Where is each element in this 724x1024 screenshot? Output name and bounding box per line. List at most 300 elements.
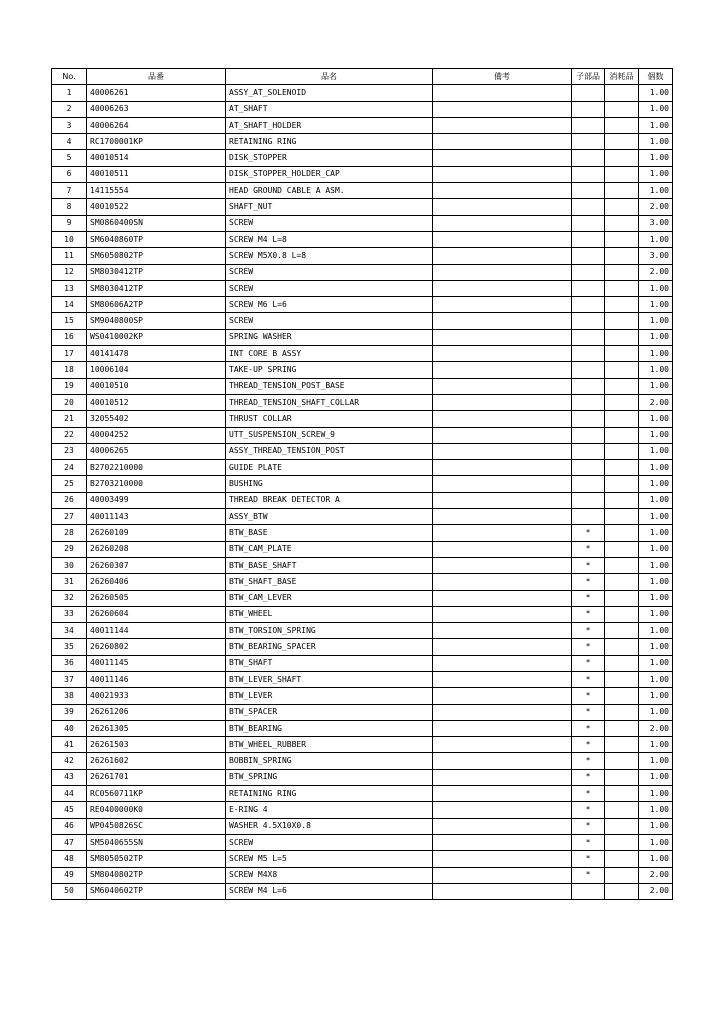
cell-remarks	[433, 117, 572, 133]
cell-consumable	[605, 655, 639, 671]
cell-part-name: BTW_LEVER_SHAFT	[226, 671, 433, 687]
table-row	[52, 655, 673, 671]
cell-remarks	[433, 346, 572, 362]
cell-no: 24	[52, 460, 87, 476]
cell-consumable	[605, 329, 639, 345]
cell-remarks	[433, 671, 572, 687]
cell-part-number: 40011145	[87, 655, 226, 671]
cell-quantity: 1.00	[639, 802, 673, 818]
cell-remarks	[433, 655, 572, 671]
cell-part-name: SCREW	[226, 215, 433, 231]
cell-no: 46	[52, 818, 87, 834]
cell-part-name: THRUST COLLAR	[226, 411, 433, 427]
cell-part-name: GUIDE PLATE	[226, 460, 433, 476]
cell-part-number: SM8030412TP	[87, 280, 226, 296]
cell-no: 44	[52, 786, 87, 802]
cell-remarks	[433, 329, 572, 345]
cell-quantity: 1.00	[639, 557, 673, 573]
cell-part-name: BTW_SPACER	[226, 704, 433, 720]
cell-sub-part: *	[572, 818, 605, 834]
cell-part-number: 26260406	[87, 574, 226, 590]
table-row	[52, 117, 673, 133]
cell-remarks	[433, 248, 572, 264]
table-row	[52, 834, 673, 850]
cell-quantity: 1.00	[639, 786, 673, 802]
cell-part-number: 26261602	[87, 753, 226, 769]
cell-no: 16	[52, 329, 87, 345]
cell-no: 49	[52, 867, 87, 883]
cell-no: 19	[52, 378, 87, 394]
cell-part-number: 40011143	[87, 509, 226, 525]
table-row	[52, 264, 673, 280]
cell-part-number: 40011146	[87, 671, 226, 687]
cell-consumable	[605, 525, 639, 541]
cell-no: 7	[52, 183, 87, 199]
cell-sub-part	[572, 264, 605, 280]
cell-part-number: 26260208	[87, 541, 226, 557]
cell-no: 32	[52, 590, 87, 606]
cell-no: 28	[52, 525, 87, 541]
cell-consumable	[605, 639, 639, 655]
cell-sub-part: *	[572, 720, 605, 736]
table-row	[52, 802, 673, 818]
table-row	[52, 248, 673, 264]
cell-sub-part: *	[572, 590, 605, 606]
cell-part-name: BTW_SHAFT	[226, 655, 433, 671]
cell-quantity: 2.00	[639, 867, 673, 883]
cell-part-name: SCREW M4 L=6	[226, 883, 433, 899]
table-row	[52, 460, 673, 476]
cell-sub-part	[572, 297, 605, 313]
table-row	[52, 476, 673, 492]
table-row	[52, 867, 673, 883]
cell-no: 5	[52, 150, 87, 166]
table-row	[52, 346, 673, 362]
cell-part-number: 40010512	[87, 394, 226, 410]
cell-quantity: 1.00	[639, 639, 673, 655]
cell-remarks	[433, 509, 572, 525]
cell-part-number: 40006263	[87, 101, 226, 117]
cell-quantity: 1.00	[639, 150, 673, 166]
cell-remarks	[433, 378, 572, 394]
cell-part-number: SM8030412TP	[87, 264, 226, 280]
cell-quantity: 3.00	[639, 215, 673, 231]
cell-part-name: SCREW	[226, 313, 433, 329]
cell-remarks	[433, 199, 572, 215]
cell-consumable	[605, 720, 639, 736]
cell-sub-part	[572, 378, 605, 394]
cell-no: 48	[52, 851, 87, 867]
cell-remarks	[433, 85, 572, 101]
cell-remarks	[433, 525, 572, 541]
cell-consumable	[605, 590, 639, 606]
cell-remarks	[433, 851, 572, 867]
cell-part-name: RETAINING RING	[226, 786, 433, 802]
cell-no: 3	[52, 117, 87, 133]
cell-quantity: 1.00	[639, 590, 673, 606]
cell-sub-part	[572, 476, 605, 492]
cell-sub-part: *	[572, 688, 605, 704]
cell-quantity: 2.00	[639, 883, 673, 899]
cell-no: 33	[52, 606, 87, 622]
cell-consumable	[605, 378, 639, 394]
cell-no: 43	[52, 769, 87, 785]
cell-remarks	[433, 786, 572, 802]
cell-remarks	[433, 460, 572, 476]
table-row	[52, 297, 673, 313]
cell-quantity: 1.00	[639, 623, 673, 639]
cell-part-name: SCREW	[226, 280, 433, 296]
cell-part-name: ASSY_BTW	[226, 509, 433, 525]
cell-remarks	[433, 411, 572, 427]
cell-quantity: 1.00	[639, 769, 673, 785]
cell-remarks	[433, 313, 572, 329]
cell-consumable	[605, 802, 639, 818]
cell-sub-part	[572, 150, 605, 166]
cell-part-name: BTW_CAM_PLATE	[226, 541, 433, 557]
cell-sub-part: *	[572, 834, 605, 850]
header-remarks: 備考	[433, 69, 572, 85]
table-row	[52, 704, 673, 720]
cell-part-name: RETAINING RING	[226, 134, 433, 150]
cell-remarks	[433, 688, 572, 704]
cell-consumable	[605, 362, 639, 378]
cell-part-name: SCREW	[226, 264, 433, 280]
cell-quantity: 3.00	[639, 248, 673, 264]
cell-sub-part: *	[572, 851, 605, 867]
cell-quantity: 1.00	[639, 117, 673, 133]
cell-quantity: 1.00	[639, 101, 673, 117]
cell-part-name: HEAD GROUND CABLE A ASM.	[226, 183, 433, 199]
table-row	[52, 786, 673, 802]
cell-sub-part: *	[572, 671, 605, 687]
cell-no: 1	[52, 85, 87, 101]
cell-quantity: 1.00	[639, 492, 673, 508]
cell-part-name: BTW_CAM_LEVER	[226, 590, 433, 606]
cell-sub-part	[572, 85, 605, 101]
cell-consumable	[605, 297, 639, 313]
cell-quantity: 1.00	[639, 476, 673, 492]
cell-no: 18	[52, 362, 87, 378]
cell-part-name: BTW_TORSION_SPRING	[226, 623, 433, 639]
cell-part-name: BTW_BEARING	[226, 720, 433, 736]
cell-consumable	[605, 574, 639, 590]
cell-part-number: 26261305	[87, 720, 226, 736]
cell-no: 13	[52, 280, 87, 296]
cell-sub-part	[572, 443, 605, 459]
cell-no: 40	[52, 720, 87, 736]
cell-no: 15	[52, 313, 87, 329]
cell-no: 9	[52, 215, 87, 231]
cell-remarks	[433, 264, 572, 280]
cell-sub-part: *	[572, 639, 605, 655]
cell-sub-part	[572, 101, 605, 117]
table-row	[52, 492, 673, 508]
table-row	[52, 183, 673, 199]
cell-remarks	[433, 231, 572, 247]
cell-no: 20	[52, 394, 87, 410]
cell-consumable	[605, 264, 639, 280]
cell-part-number: SM9040800SP	[87, 313, 226, 329]
cell-part-name: SCREW M5X0.8 L=8	[226, 248, 433, 264]
cell-sub-part	[572, 313, 605, 329]
cell-remarks	[433, 606, 572, 622]
cell-part-number: B2702210000	[87, 460, 226, 476]
cell-remarks	[433, 101, 572, 117]
cell-sub-part: *	[572, 769, 605, 785]
cell-sub-part	[572, 362, 605, 378]
cell-sub-part	[572, 231, 605, 247]
cell-remarks	[433, 362, 572, 378]
cell-consumable	[605, 411, 639, 427]
cell-remarks	[433, 639, 572, 655]
cell-consumable	[605, 834, 639, 850]
cell-remarks	[433, 427, 572, 443]
table-row	[52, 818, 673, 834]
table-row	[52, 394, 673, 410]
cell-remarks	[433, 150, 572, 166]
cell-sub-part: *	[572, 557, 605, 573]
cell-part-number: 26260604	[87, 606, 226, 622]
cell-part-name: E-RING 4	[226, 802, 433, 818]
cell-sub-part	[572, 199, 605, 215]
cell-part-number: SM5040655SN	[87, 834, 226, 850]
cell-part-number: 32055402	[87, 411, 226, 427]
cell-remarks	[433, 215, 572, 231]
cell-part-number: B2703210000	[87, 476, 226, 492]
table-row	[52, 329, 673, 345]
cell-quantity: 1.00	[639, 737, 673, 753]
table-row	[52, 166, 673, 182]
cell-consumable	[605, 557, 639, 573]
cell-no: 50	[52, 883, 87, 899]
cell-part-number: RC1700001KP	[87, 134, 226, 150]
cell-part-name: BTW_BASE_SHAFT	[226, 557, 433, 573]
cell-consumable	[605, 671, 639, 687]
cell-sub-part: *	[572, 867, 605, 883]
cell-part-number: SM0860400SN	[87, 215, 226, 231]
cell-part-number: 40011144	[87, 623, 226, 639]
cell-consumable	[605, 215, 639, 231]
cell-remarks	[433, 834, 572, 850]
cell-quantity: 2.00	[639, 199, 673, 215]
table-row	[52, 769, 673, 785]
cell-sub-part	[572, 166, 605, 182]
cell-consumable	[605, 183, 639, 199]
cell-quantity: 1.00	[639, 443, 673, 459]
cell-part-number: 40010514	[87, 150, 226, 166]
cell-part-name: BTW_LEVER	[226, 688, 433, 704]
cell-part-name: BTW_SHAFT_BASE	[226, 574, 433, 590]
cell-part-number: 26260109	[87, 525, 226, 541]
cell-consumable	[605, 704, 639, 720]
cell-part-number: SM8050502TP	[87, 851, 226, 867]
cell-sub-part	[572, 509, 605, 525]
cell-quantity: 1.00	[639, 313, 673, 329]
cell-consumable	[605, 85, 639, 101]
cell-part-number: 40021933	[87, 688, 226, 704]
cell-quantity: 1.00	[639, 166, 673, 182]
cell-part-name: SCREW M5 L=5	[226, 851, 433, 867]
table-row	[52, 231, 673, 247]
table-row	[52, 85, 673, 101]
table-row	[52, 639, 673, 655]
cell-part-name: AT_SHAFT_HOLDER	[226, 117, 433, 133]
cell-quantity: 1.00	[639, 297, 673, 313]
table-row	[52, 443, 673, 459]
cell-no: 37	[52, 671, 87, 687]
cell-quantity: 1.00	[639, 541, 673, 557]
cell-no: 45	[52, 802, 87, 818]
cell-no: 2	[52, 101, 87, 117]
cell-no: 12	[52, 264, 87, 280]
table-row	[52, 362, 673, 378]
cell-quantity: 1.00	[639, 851, 673, 867]
cell-remarks	[433, 590, 572, 606]
cell-remarks	[433, 134, 572, 150]
cell-consumable	[605, 492, 639, 508]
cell-remarks	[433, 818, 572, 834]
table-row	[52, 199, 673, 215]
cell-remarks	[433, 557, 572, 573]
header-part-name: 品名	[226, 69, 433, 85]
cell-consumable	[605, 280, 639, 296]
cell-consumable	[605, 851, 639, 867]
table-row	[52, 688, 673, 704]
cell-sub-part	[572, 394, 605, 410]
cell-no: 47	[52, 834, 87, 850]
table-row	[52, 720, 673, 736]
cell-part-name: SPRING WASHER	[226, 329, 433, 345]
cell-quantity: 1.00	[639, 606, 673, 622]
cell-sub-part: *	[572, 541, 605, 557]
cell-part-number: 40006261	[87, 85, 226, 101]
cell-sub-part	[572, 883, 605, 899]
table-row	[52, 378, 673, 394]
table-row	[52, 134, 673, 150]
cell-consumable	[605, 101, 639, 117]
cell-quantity: 1.00	[639, 704, 673, 720]
cell-no: 25	[52, 476, 87, 492]
cell-sub-part	[572, 117, 605, 133]
cell-remarks	[433, 574, 572, 590]
cell-part-name: ASSY_THREAD_TENSION_POST	[226, 443, 433, 459]
cell-consumable	[605, 737, 639, 753]
cell-consumable	[605, 476, 639, 492]
cell-quantity: 1.00	[639, 85, 673, 101]
cell-sub-part: *	[572, 786, 605, 802]
cell-part-name: INT CORE B ASSY	[226, 346, 433, 362]
table-row	[52, 313, 673, 329]
cell-quantity: 1.00	[639, 460, 673, 476]
cell-consumable	[605, 134, 639, 150]
cell-part-name: DISK_STOPPER_HOLDER_CAP	[226, 166, 433, 182]
cell-part-name: BUSHING	[226, 476, 433, 492]
cell-consumable	[605, 786, 639, 802]
cell-quantity: 2.00	[639, 720, 673, 736]
cell-consumable	[605, 769, 639, 785]
cell-quantity: 1.00	[639, 411, 673, 427]
cell-sub-part	[572, 427, 605, 443]
cell-sub-part	[572, 248, 605, 264]
cell-quantity: 1.00	[639, 688, 673, 704]
cell-quantity: 1.00	[639, 509, 673, 525]
cell-sub-part	[572, 183, 605, 199]
table-row	[52, 280, 673, 296]
cell-part-name: SCREW M4X8	[226, 867, 433, 883]
table-row	[52, 623, 673, 639]
cell-part-name: BTW_WHEEL	[226, 606, 433, 622]
cell-part-name: SCREW	[226, 834, 433, 850]
cell-quantity: 2.00	[639, 264, 673, 280]
cell-part-number: 40010511	[87, 166, 226, 182]
cell-sub-part	[572, 346, 605, 362]
cell-no: 39	[52, 704, 87, 720]
table-row	[52, 753, 673, 769]
cell-remarks	[433, 492, 572, 508]
cell-part-name: UTT_SUSPENSION_SCREW_9	[226, 427, 433, 443]
cell-no: 6	[52, 166, 87, 182]
cell-consumable	[605, 117, 639, 133]
cell-quantity: 1.00	[639, 362, 673, 378]
cell-part-number: 40010522	[87, 199, 226, 215]
cell-remarks	[433, 883, 572, 899]
cell-consumable	[605, 199, 639, 215]
cell-remarks	[433, 476, 572, 492]
cell-no: 30	[52, 557, 87, 573]
cell-consumable	[605, 248, 639, 264]
cell-no: 26	[52, 492, 87, 508]
cell-no: 38	[52, 688, 87, 704]
cell-sub-part	[572, 411, 605, 427]
cell-part-name: THREAD_TENSION_SHAFT_COLLAR	[226, 394, 433, 410]
cell-quantity: 1.00	[639, 378, 673, 394]
cell-sub-part: *	[572, 623, 605, 639]
cell-part-number: 40010510	[87, 378, 226, 394]
cell-part-number: 14115554	[87, 183, 226, 199]
cell-consumable	[605, 346, 639, 362]
cell-no: 17	[52, 346, 87, 362]
cell-quantity: 1.00	[639, 574, 673, 590]
cell-quantity: 1.00	[639, 134, 673, 150]
cell-no: 10	[52, 231, 87, 247]
cell-no: 21	[52, 411, 87, 427]
table-row	[52, 557, 673, 573]
table-row	[52, 427, 673, 443]
cell-no: 23	[52, 443, 87, 459]
cell-quantity: 1.00	[639, 183, 673, 199]
cell-part-number: WS0410002KP	[87, 329, 226, 345]
cell-quantity: 1.00	[639, 753, 673, 769]
cell-consumable	[605, 818, 639, 834]
cell-no: 31	[52, 574, 87, 590]
cell-remarks	[433, 166, 572, 182]
cell-sub-part	[572, 280, 605, 296]
cell-sub-part	[572, 460, 605, 476]
cell-quantity: 1.00	[639, 280, 673, 296]
header-quantity: 個数	[639, 69, 673, 85]
cell-no: 14	[52, 297, 87, 313]
cell-consumable	[605, 606, 639, 622]
cell-remarks	[433, 753, 572, 769]
table-row	[52, 590, 673, 606]
header-no: No.	[52, 69, 87, 85]
table-row	[52, 574, 673, 590]
cell-quantity: 1.00	[639, 834, 673, 850]
cell-quantity: 1.00	[639, 818, 673, 834]
cell-part-name: SCREW M4 L=8	[226, 231, 433, 247]
cell-no: 41	[52, 737, 87, 753]
